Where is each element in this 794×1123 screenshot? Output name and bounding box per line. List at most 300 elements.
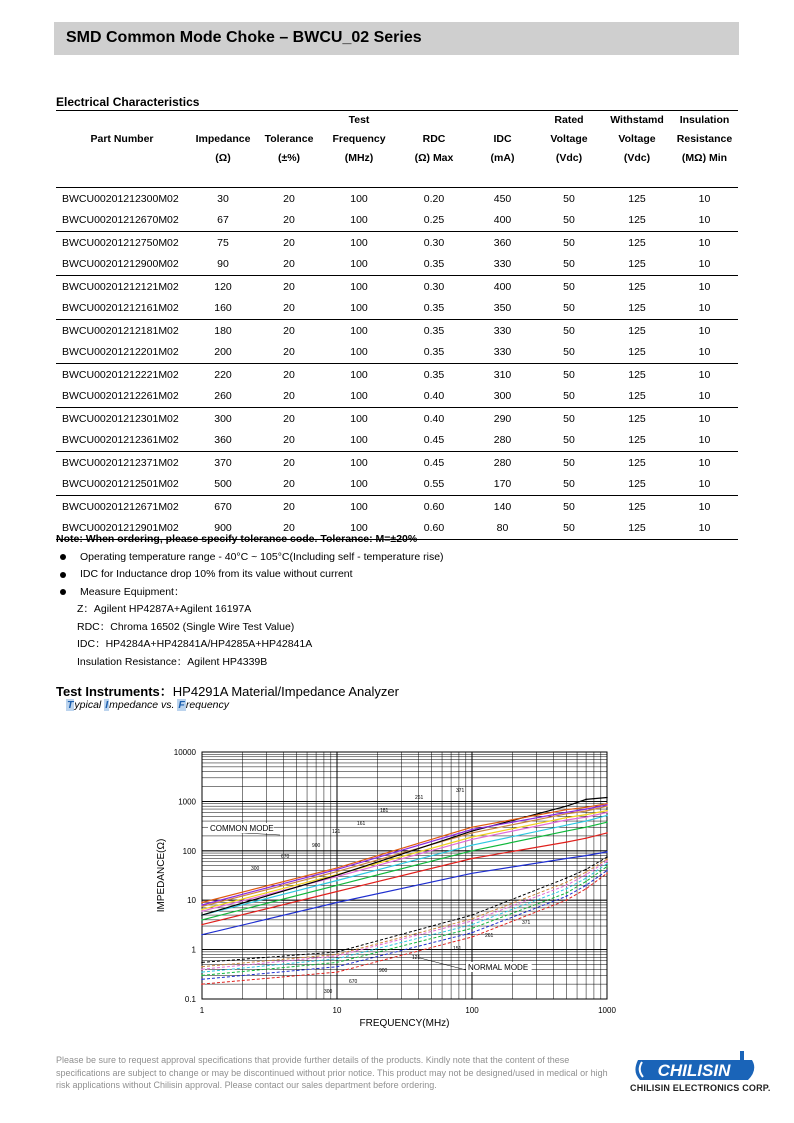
normal-mode-series-point [585, 869, 587, 871]
company-name: CHILISIN ELECTRONICS CORP. [630, 1083, 771, 1093]
table-header-row [56, 111, 738, 188]
normal-mode-series-line [202, 873, 607, 984]
table-cell: 50 [563, 236, 575, 249]
table-cell: 50 [563, 478, 575, 491]
common-mode-series-point [336, 869, 338, 871]
table-cell: 0.20 [423, 192, 445, 205]
table-cell: 0.60 [423, 500, 445, 513]
table-cell: 670 [214, 500, 232, 513]
common-mode-series-point [471, 836, 473, 838]
table-cell: 10 [698, 456, 711, 469]
table-cell: 100 [350, 324, 368, 337]
common-mode-series-point [585, 837, 587, 839]
table-cell: 100 [350, 478, 368, 491]
impedance-frequency-chart [150, 740, 630, 1040]
table-row [56, 452, 738, 474]
table-cell: 75 [217, 236, 229, 249]
table-cell: 170 [493, 478, 512, 491]
column-header-line [603, 168, 671, 187]
normal-mode-series-point [585, 885, 587, 887]
bullet-icon [60, 554, 66, 560]
column-header-line: Insulation [679, 114, 730, 126]
footer-disclaimer: Please be sure to request approval specifications that provide further details of the products. Kindly note that the content of these specifications are subject to change or may be discontinued without prior notice. This product may not be designed/used in medical or high risk applications without Chilisin approval. Please contact our sales department before ordering. [56, 1055, 608, 1090]
table-cell: 0.35 [423, 368, 445, 381]
column-header-line [188, 168, 258, 187]
common-mode-series-point [566, 817, 568, 819]
table-cell: 0.35 [423, 302, 445, 315]
table-cell: 125 [628, 390, 646, 403]
table-cell: 220 [214, 368, 232, 381]
table-cell: 100 [350, 346, 368, 359]
table-cell: 280 [493, 434, 512, 447]
table-cell: 125 [628, 500, 646, 513]
table-cell: 10 [698, 500, 711, 513]
table-cell: 100 [350, 390, 368, 403]
common-mode-series-point [336, 874, 338, 876]
table-cell: 200 [214, 346, 232, 359]
normal-mode-series-point [336, 954, 338, 956]
normal-mode-series-point [566, 895, 568, 897]
normal-mode-series-point [336, 958, 338, 960]
table-cell: 10 [698, 390, 711, 403]
normal-mode-series-point [606, 856, 608, 858]
table-cell: 125 [628, 214, 646, 227]
table-cell: 50 [563, 522, 575, 535]
common-mode-series-point [336, 876, 338, 878]
common-mode-series-point [336, 885, 338, 887]
normal-mode-series-line [202, 864, 607, 973]
table-cell: 50 [563, 214, 575, 227]
column-header-line [56, 111, 188, 130]
normal-mode-series-point [566, 882, 568, 884]
table-cell: 20 [283, 368, 295, 381]
part-number-cell: BWCU00201212750M02 [62, 236, 179, 249]
common-mode-series-point [471, 873, 473, 875]
normal-mode-series-point [585, 874, 587, 876]
common-mode-series-point [471, 832, 473, 834]
column-header [603, 111, 671, 188]
table-cell: 125 [628, 280, 646, 293]
page-title: SMD Common Mode Choke – BWCU_02 Series [66, 29, 422, 46]
column-header-line: Withstamd [610, 114, 664, 126]
column-header-line [470, 168, 535, 187]
normal-mode-series-point [471, 920, 473, 922]
common-mode-series-point [606, 832, 608, 834]
common-mode-series-point [201, 906, 203, 908]
table-cell: 20 [283, 214, 295, 227]
common-mode-series-point [471, 826, 473, 828]
column-header [56, 111, 188, 188]
normal-mode-series-point [585, 888, 587, 890]
normal-mode-series-point [606, 870, 608, 872]
table-cell: 100 [350, 434, 368, 447]
table-cell: 30 [217, 192, 229, 205]
table-cell: 125 [628, 258, 646, 271]
y-tick-label: 10000 [173, 748, 196, 757]
column-header [320, 111, 398, 188]
table-cell: 10 [698, 434, 711, 447]
common-mode-series-point [336, 880, 338, 882]
table-cell: 300 [214, 412, 232, 425]
common-mode-series-line [202, 805, 607, 905]
common-mode-series-point [201, 902, 203, 904]
electrical-characteristics-table [56, 110, 738, 540]
common-mode-series-point [566, 830, 568, 832]
bullet-icon [60, 572, 66, 578]
common-mode-series-point [606, 812, 608, 814]
column-header-line: Voltage [550, 133, 588, 145]
table-body [56, 188, 738, 540]
common-mode-series-point [566, 841, 568, 843]
table-cell: 10 [698, 478, 711, 491]
table-cell: 125 [628, 346, 646, 359]
note-measure-equipment [56, 584, 746, 602]
column-header-line [320, 168, 398, 187]
caption-part: requency [185, 699, 230, 711]
column-header-line [188, 111, 258, 130]
table-cell: 360 [214, 434, 232, 447]
part-number-cell: BWCU00201212261M02 [62, 390, 179, 403]
curve-label: 151 [453, 946, 462, 952]
table-cell: 10 [698, 214, 711, 227]
note-idc [56, 566, 746, 584]
table-cell: 330 [493, 324, 512, 337]
common-mode-series-point [201, 904, 203, 906]
common-mode-series-point [566, 812, 568, 814]
table-cell: 125 [628, 456, 646, 469]
curve-label: 670 [281, 854, 290, 860]
logo-text: CHILISIN [657, 1061, 731, 1080]
common-mode-series-point [566, 824, 568, 826]
caption-part: I [105, 699, 109, 711]
column-header [470, 111, 535, 188]
normal-mode-series-point [566, 899, 568, 901]
equipment-idc: IDC：HP4284A+HP42841A/HP4285A+HP42841A [77, 638, 313, 650]
common-mode-series-point [336, 902, 338, 904]
column-header-line: Part Number [90, 133, 154, 145]
table-cell: 50 [563, 456, 575, 469]
notes [56, 531, 746, 671]
table-cell: 50 [563, 434, 575, 447]
table-cell: 330 [493, 258, 512, 271]
table-row [56, 430, 738, 452]
table-cell: 900 [214, 522, 232, 535]
table-cell: 20 [283, 522, 295, 535]
common-mode-series-point [585, 810, 587, 812]
common-mode-series-point [585, 826, 587, 828]
test-instruments [56, 681, 399, 700]
table-cell: 370 [214, 456, 232, 469]
table-cell: 10 [698, 236, 711, 249]
table-cell: 100 [350, 522, 368, 535]
table-row [56, 408, 738, 430]
table-cell: 10 [698, 368, 711, 381]
table-cell: 10 [698, 280, 711, 293]
common-mode-series-point [606, 821, 608, 823]
table-cell: 0.40 [423, 390, 445, 403]
table-cell: 10 [698, 192, 711, 205]
table-cell: 20 [283, 456, 295, 469]
test-instruments-value: HP4291A Material/Impedance Analyzer [172, 684, 399, 699]
normal-mode-series-point [585, 877, 587, 879]
common-mode-series-point [566, 819, 568, 821]
common-mode-series-point [471, 844, 473, 846]
table-cell: 125 [628, 412, 646, 425]
part-number-cell: BWCU00201212301M02 [62, 412, 179, 425]
common-mode-series-point [566, 858, 568, 860]
normal-mode-series-point [606, 860, 608, 862]
equipment-rdc: RDC：Chroma 16502 (Single Wire Test Value) [77, 620, 295, 633]
column-header-line: Impedance [195, 133, 251, 145]
column-header-line [258, 111, 320, 130]
table-row [56, 298, 738, 320]
table-cell: 140 [493, 500, 512, 513]
normal-mode-series-point [566, 892, 568, 894]
table-cell: 20 [283, 390, 295, 403]
part-number-cell: BWCU00201212670M02 [62, 214, 179, 227]
part-number-cell: BWCU00201212671M02 [62, 500, 179, 513]
table-cell: 0.25 [423, 214, 445, 227]
table-cell: 20 [283, 478, 295, 491]
table-cell: 0.55 [423, 478, 445, 491]
section-title: Electrical Characteristics [56, 95, 200, 109]
table-row [56, 474, 738, 496]
table-cell: 100 [350, 236, 368, 249]
table-cell: 50 [563, 412, 575, 425]
normal-mode-series-point [606, 858, 608, 860]
column-header-line [258, 168, 320, 187]
table-cell: 400 [493, 214, 512, 227]
equipment-z: Z：Agilent HP4287A+Agilent 16197A [77, 603, 252, 615]
normal-mode-series-point [201, 966, 203, 968]
normal-mode-series-point [336, 955, 338, 957]
table-cell: 0.35 [423, 258, 445, 271]
table-cell: 120 [214, 280, 232, 293]
part-number-cell: BWCU00201212361M02 [62, 434, 179, 447]
bullet-icon [60, 589, 66, 595]
table-cell: 20 [283, 346, 295, 359]
y-tick-label: 100 [182, 846, 196, 856]
table-cell: 360 [493, 236, 512, 249]
table-cell: 50 [563, 192, 575, 205]
chart-caption [66, 699, 229, 711]
normal-mode-series-point [606, 863, 608, 865]
curve-label: 261 [485, 933, 494, 939]
table-cell: 125 [628, 522, 646, 535]
table-cell: 260 [214, 390, 232, 403]
common-mode-series-point [201, 909, 203, 911]
table-cell: 80 [496, 522, 509, 535]
caption-part: mpedance vs. [109, 699, 178, 711]
column-header-line: Frequency [332, 133, 386, 145]
table-cell: 50 [563, 324, 575, 337]
curve-label: 371 [522, 920, 531, 926]
common-mode-series-point [585, 814, 587, 816]
common-mode-series-point [566, 813, 568, 815]
column-header-line [56, 168, 188, 187]
table-row [56, 386, 738, 408]
part-number-cell: BWCU00201212181M02 [62, 324, 179, 337]
table-row [56, 496, 738, 518]
common-mode-series-line [202, 822, 607, 920]
common-mode-series-point [606, 797, 608, 799]
table-cell: 0.60 [423, 522, 445, 535]
table-cell: 20 [283, 258, 295, 271]
table-cell: 20 [283, 192, 295, 205]
table-cell: 50 [563, 258, 575, 271]
table-cell: 310 [493, 368, 512, 381]
table-cell: 20 [283, 412, 295, 425]
common-mode-series-point [585, 816, 587, 818]
normal-mode-series-point [336, 966, 338, 968]
table-cell: 0.40 [423, 412, 445, 425]
normal-mode-series-point [566, 888, 568, 890]
table-cell: 100 [350, 456, 368, 469]
common-mode-series-point [606, 804, 608, 806]
table-row [56, 210, 738, 232]
table-cell: 20 [283, 236, 295, 249]
y-tick-label: 0.1 [184, 995, 196, 1004]
table-cell: 125 [628, 236, 646, 249]
table-cell: 20 [283, 280, 295, 293]
table-cell: 0.35 [423, 346, 445, 359]
column-header-line [56, 149, 188, 168]
common-mode-series-point [201, 924, 203, 926]
annotation-label: NORMAL MODE [468, 963, 529, 972]
curve-label: 900 [312, 843, 321, 849]
table-cell: 0.45 [423, 434, 445, 447]
table-cell: 300 [493, 390, 512, 403]
table-cell: 50 [563, 302, 575, 315]
table-cell: 100 [350, 302, 368, 315]
table-cell: 100 [350, 214, 368, 227]
common-mode-series-point [201, 914, 203, 916]
table-cell: 100 [350, 368, 368, 381]
column-header [671, 111, 738, 188]
normal-mode-series-point [471, 932, 473, 934]
y-tick-label: 10 [187, 896, 196, 906]
common-mode-series-point [566, 809, 568, 811]
part-number-cell: BWCU00201212201M02 [62, 346, 179, 359]
part-number-cell: BWCU00201212900M02 [62, 258, 179, 271]
common-mode-series-point [201, 934, 203, 936]
caption-part: F [178, 699, 185, 711]
x-tick-label: 1000 [598, 1006, 616, 1015]
table-cell: 10 [698, 302, 711, 315]
curve-label: 161 [357, 821, 366, 827]
common-mode-series-point [585, 855, 587, 857]
column-header-line: Resistance [676, 133, 733, 145]
common-mode-series-point [606, 810, 608, 812]
normal-mode-series-point [471, 927, 473, 929]
column-header-line: Tolerance [264, 133, 314, 145]
common-mode-series-point [201, 910, 203, 912]
note-operating-temp [56, 549, 746, 567]
x-tick-label: 1 [199, 1006, 205, 1015]
note-text: IDC for Inductance drop 10% from its value without current [80, 568, 353, 580]
x-tick-label: 100 [465, 1006, 479, 1015]
table-cell: 20 [283, 434, 295, 447]
column-header-line: (Vdc) [555, 152, 583, 164]
normal-mode-series-point [336, 971, 338, 973]
normal-mode-series-point [201, 975, 203, 977]
common-mode-series-point [471, 858, 473, 860]
column-header [398, 111, 470, 188]
common-mode-series-point [471, 829, 473, 831]
table-cell: 180 [214, 324, 232, 337]
x-axis-label: FREQUENCY(MHz) [359, 1018, 450, 1029]
common-mode-series-point [336, 891, 338, 893]
table-cell: 50 [563, 346, 575, 359]
normal-mode-series-point [201, 962, 203, 964]
normal-mode-series-point [201, 979, 203, 981]
curve-label: 181 [380, 808, 389, 814]
y-tick-label: 1 [191, 945, 196, 955]
normal-mode-series-point [201, 971, 203, 973]
part-number-cell: BWCU00201212121M02 [62, 280, 179, 293]
table-cell: 20 [283, 302, 295, 315]
common-mode-series-point [201, 919, 203, 921]
header-bar [54, 22, 739, 55]
table-cell: 350 [493, 302, 512, 315]
table-cell: 100 [350, 412, 368, 425]
common-mode-series-point [336, 871, 338, 873]
table-cell: 20 [283, 324, 295, 337]
table-cell: 50 [563, 390, 575, 403]
table-cell: 100 [350, 258, 368, 271]
table-row [56, 276, 738, 298]
normal-mode-series-point [471, 924, 473, 926]
table-row [56, 254, 738, 276]
column-header-line: RDC [422, 133, 446, 145]
y-axis-label: IMPEDANCE(Ω) [156, 838, 167, 913]
table-cell: 500 [214, 478, 232, 491]
part-number-cell: BWCU00201212501M02 [62, 478, 179, 491]
table-cell: 125 [628, 302, 646, 315]
column-header-line: Voltage [618, 133, 656, 145]
table-cell: 50 [563, 500, 575, 513]
common-mode-series-point [606, 815, 608, 817]
column-header-line: Rated [554, 114, 584, 126]
column-header [188, 111, 258, 188]
normal-mode-series-point [201, 968, 203, 970]
curve-label: 121 [412, 955, 421, 961]
table-cell: 125 [628, 192, 646, 205]
table-cell: 0.35 [423, 324, 445, 337]
table-cell: 450 [493, 192, 512, 205]
table-cell: 10 [698, 346, 711, 359]
curve-label: 261 [415, 795, 424, 801]
common-mode-series-point [585, 806, 587, 808]
normal-mode-series-point [336, 962, 338, 964]
curve-label: 900 [379, 968, 388, 974]
part-number-cell: BWCU00201212300M02 [62, 192, 179, 205]
common-mode-series-point [336, 867, 338, 869]
normal-mode-series-point [585, 871, 587, 873]
part-number-cell: BWCU00201212221M02 [62, 368, 179, 381]
note-text: Operating temperature range - 40°C ~ 105°C(Including self - temperature rise) [80, 550, 444, 563]
common-mode-series-point [471, 839, 473, 841]
table-cell: 125 [628, 324, 646, 337]
table-cell: 10 [698, 412, 711, 425]
table-cell: 280 [493, 456, 512, 469]
column-header [535, 111, 603, 188]
column-header-line: (±%) [277, 152, 301, 164]
part-number-cell: BWCU00201212161M02 [62, 302, 179, 315]
curve-label: 300 [251, 866, 260, 872]
note-text: Measure Equipment： [80, 585, 185, 598]
caption-part: T [67, 699, 74, 711]
